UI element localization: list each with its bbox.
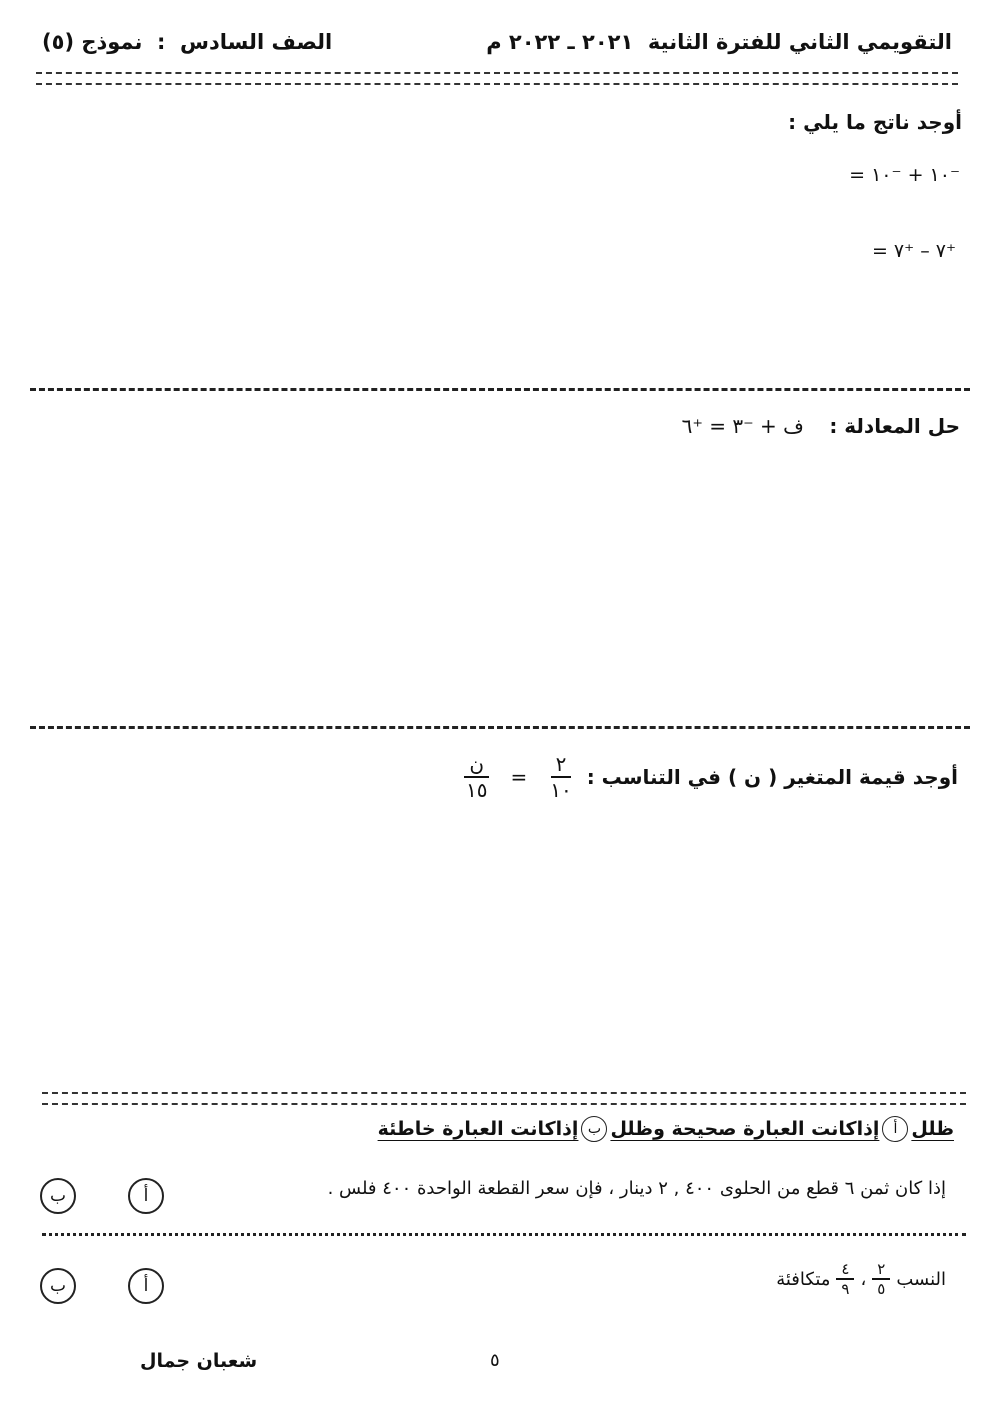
q4-item1-text: إذا كان ثمن ٦ قطع من الحلوى ٤٠٠ , ٢ دينار ، فإن سعر القطعة الواحدة ٤٠٠ فلس . [327,1178,946,1199]
q3-frac1-num: ٢ [551,752,572,778]
q4-instr-circle-a: أ [882,1116,908,1142]
q3-line [455,752,958,802]
q4-instr-false: إذاكانت العبارة خاطئة [377,1118,579,1140]
exam-years: ٢٠٢١ ـ ٢٠٢٢ م [486,30,634,54]
q2-equation: ف + ⁻٣ = ⁺٦ [681,414,804,438]
q3-frac2-num: ن [464,752,489,778]
q4-item2-fraction-2 [836,1260,854,1298]
q4-item2-f2-num: ٤ [836,1260,854,1280]
q4-item2-f1-den: ٥ [877,1280,886,1298]
grade-label: الصف السادس [180,30,333,54]
header-divider [36,72,958,85]
q4-item2-text [776,1260,946,1298]
q4-item2-choice-a[interactable]: أ [128,1268,164,1304]
q1-line2: ⁺٧ – ⁺٧ = [871,240,956,262]
q4-item1-choice-b[interactable]: ب [40,1178,76,1214]
q4-instr-shade: ظلل [911,1118,954,1140]
q3-frac2-den: ١٥ [465,778,488,802]
q4-instr-true: إذاكانت العبارة صحيحة وظلل [610,1118,880,1140]
q4-item2-f1-num: ٢ [872,1260,890,1280]
q2-line [682,414,960,438]
q4-item2-prefix: النسب [896,1268,946,1290]
divider-q2 [30,726,970,729]
q4-instr-circle-b: ب [581,1116,607,1142]
author-name: شعبان جمال [140,1350,258,1372]
q3-fraction-2 [461,752,492,802]
q4-instruction [378,1116,954,1142]
divider-q3 [42,1092,966,1105]
q4-item2-choice-b[interactable]: ب [40,1268,76,1304]
page-number: ٥ [490,1350,500,1371]
q4-item2-comma: ، [860,1268,867,1290]
exam-title [486,30,952,54]
q3-frac1-den: ١٠ [550,778,572,802]
grade-model [42,30,332,54]
model-label: نموذج (٥) [42,30,143,54]
q4-item1-choice-a[interactable]: أ [128,1178,164,1214]
divider-q1 [30,388,970,391]
q1-line1: ⁻١٠ + ⁻١٠ = [849,164,960,186]
q3-prompt: أوجد قيمة المتغير ( ن ) في التناسب : [586,765,958,789]
q3-fraction-1 [545,752,576,802]
q1-prompt: أوجد ناتج ما يلي : [788,110,962,134]
q2-prompt: حل المعادلة : [829,414,960,438]
q4-item2-fraction-1 [872,1260,890,1298]
model-separator: : [157,30,166,54]
q4-item2-suffix: متكافئة [776,1268,831,1290]
divider-q4-items [42,1233,966,1236]
q3-equals: = [510,765,528,789]
q4-item2-f2-den: ٩ [841,1280,850,1298]
exam-title-text: التقويمي الثاني للفترة الثانية [647,30,952,54]
